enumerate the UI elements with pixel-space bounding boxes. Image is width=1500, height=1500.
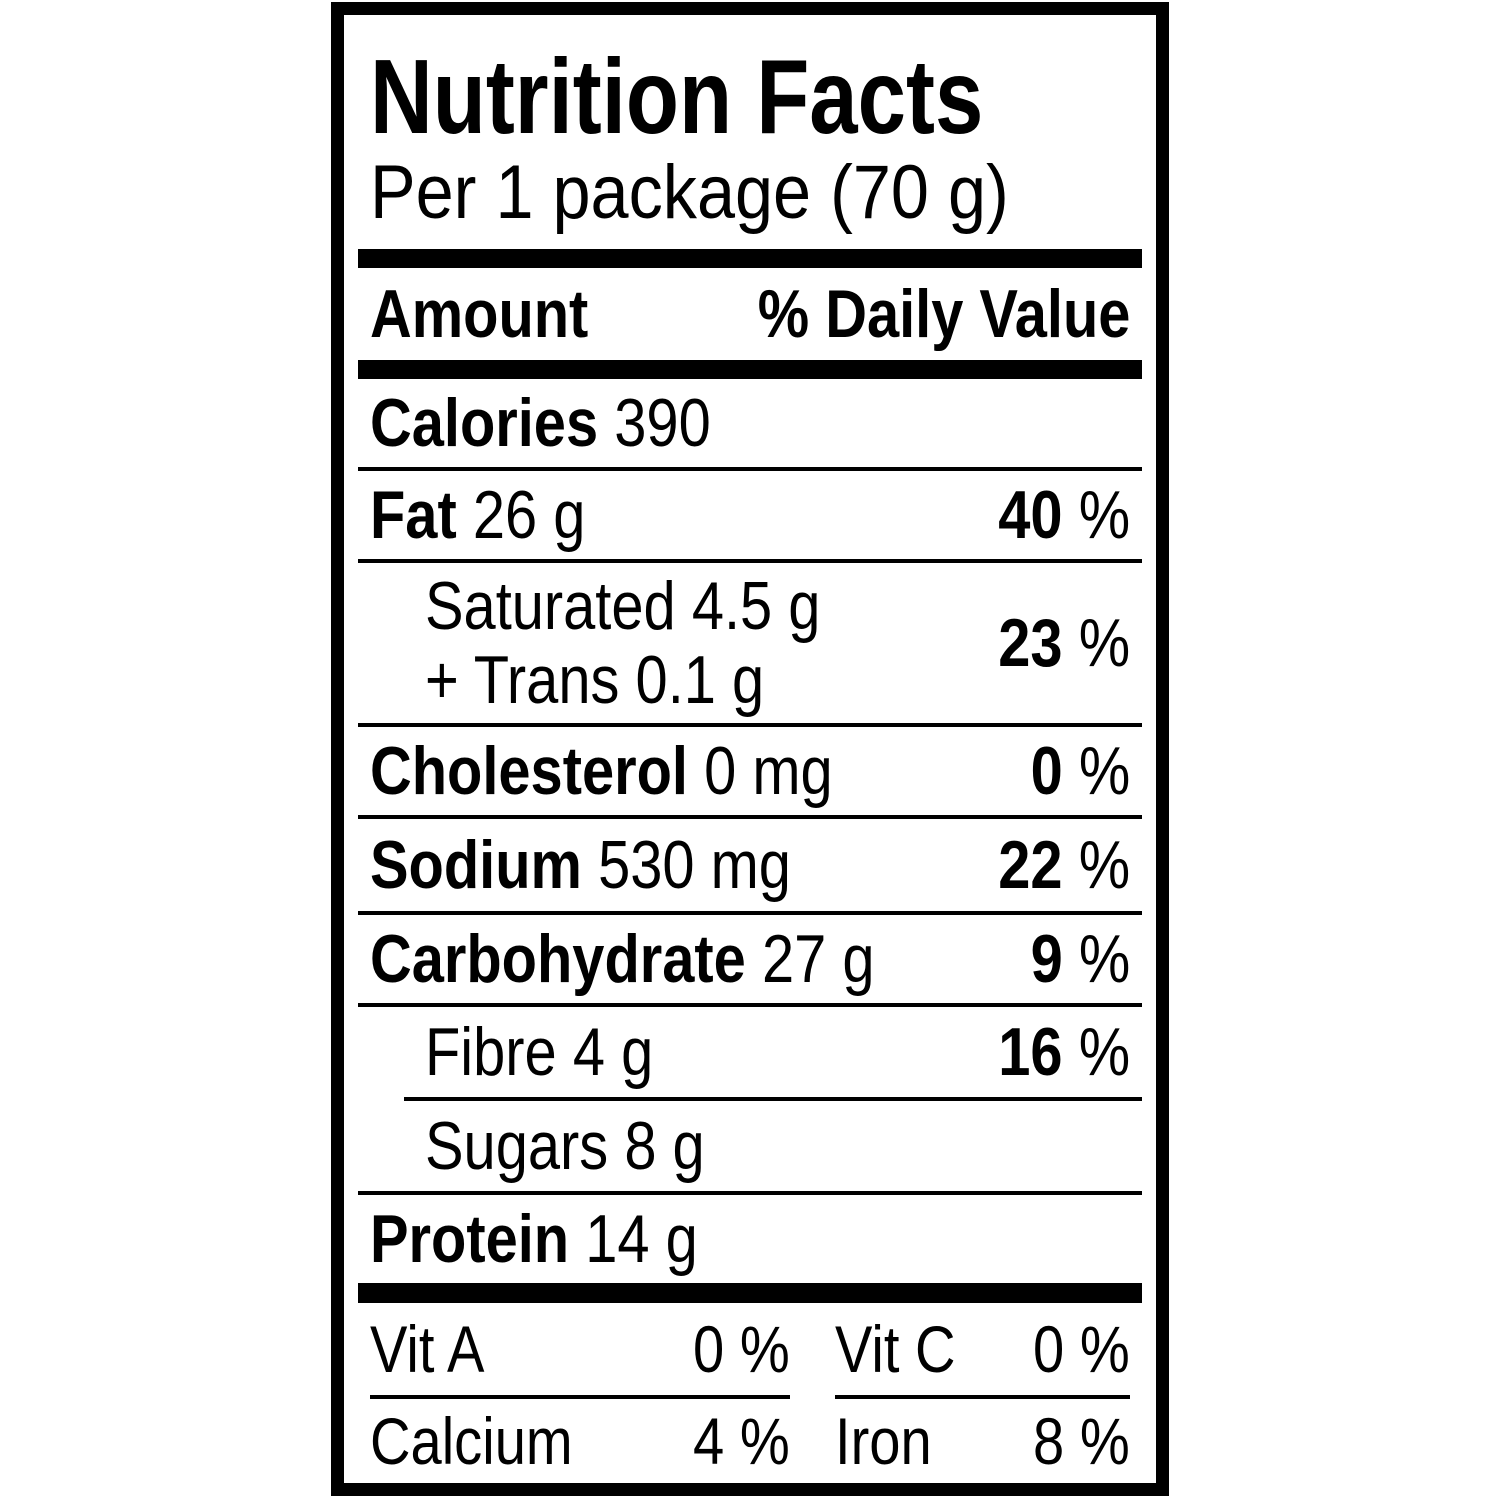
protein-cell (370, 1200, 698, 1278)
iron-value: 8 % (1033, 1404, 1130, 1478)
fibre-dv-number: 16 (998, 1014, 1063, 1090)
serving-size (358, 150, 1142, 235)
serving-size-text: Per 1 package (70 g) (370, 150, 1009, 235)
fat-cell (370, 476, 585, 554)
sodium-row (358, 819, 1142, 911)
sodium-name: Sodium (370, 827, 582, 903)
fat-dv-unit: % (1078, 477, 1130, 553)
vitamin-divider (358, 1395, 1142, 1399)
thick-divider-header (358, 360, 1142, 379)
cholesterol-amount: 0 mg (704, 733, 833, 809)
label-title (358, 38, 1142, 156)
saturated-trans-daily-value (998, 604, 1130, 682)
mineral-row (358, 1399, 1142, 1483)
fat-row (358, 471, 1142, 559)
saturated-line (425, 569, 820, 643)
daily-value-column-header: % Daily Value (757, 276, 1130, 352)
sugars-name: Sugars (425, 1108, 609, 1184)
calories-name: Calories (370, 385, 599, 461)
saturated-amount: 4.5 g (691, 568, 821, 644)
sodium-cell (370, 826, 791, 904)
fat-amount: 26 g (472, 477, 586, 553)
cholesterol-daily-value (1030, 732, 1130, 810)
vit-c-cell (835, 1311, 1130, 1387)
calories-value: 390 (614, 385, 711, 461)
carbohydrate-name: Carbohydrate (370, 921, 746, 997)
fat-dv-number: 40 (998, 477, 1063, 553)
vit-c-value: 0 % (1033, 1312, 1130, 1386)
fibre-row (358, 1007, 1142, 1097)
thick-divider-bottom (358, 1283, 1142, 1303)
saturated-trans-dv-number: 23 (998, 605, 1063, 681)
fibre-daily-value (998, 1013, 1130, 1091)
nutrition-facts-label (331, 2, 1169, 1496)
column-header-row (358, 268, 1142, 360)
calcium-name: Calcium (370, 1404, 573, 1478)
cholesterol-name: Cholesterol (370, 733, 688, 809)
carbohydrate-cell (370, 920, 874, 998)
protein-name: Protein (370, 1201, 570, 1277)
fibre-amount: 4 g (572, 1014, 654, 1090)
calories-cell (370, 384, 711, 462)
sugars-cell (425, 1107, 705, 1185)
cholesterol-dv-unit: % (1078, 733, 1130, 809)
sodium-dv-number: 22 (998, 827, 1063, 903)
fibre-cell (425, 1013, 653, 1091)
calories-row (358, 379, 1142, 467)
calcium-cell (370, 1403, 790, 1479)
trans-name: + Trans (425, 642, 620, 718)
vit-a-cell (370, 1311, 790, 1387)
saturated-name: Saturated (425, 568, 676, 644)
vitamin-divider-left (370, 1395, 790, 1399)
sodium-dv-unit: % (1078, 827, 1130, 903)
vitamin-divider-right (835, 1395, 1130, 1399)
saturated-trans-dv-unit: % (1078, 605, 1130, 681)
vit-c-name: Vit C (835, 1312, 956, 1386)
carbohydrate-dv-number: 9 (1030, 921, 1063, 997)
trans-line (425, 643, 820, 717)
vitamin-row (358, 1303, 1142, 1395)
amount-column-header: Amount (370, 276, 589, 352)
saturated-trans-row (358, 563, 1142, 723)
protein-amount: 14 g (585, 1201, 698, 1277)
iron-name: Iron (835, 1404, 932, 1478)
sugars-row (358, 1101, 1142, 1191)
calcium-value: 4 % (693, 1404, 790, 1478)
cholesterol-dv-number: 0 (1030, 733, 1063, 809)
label-title-text: Nutrition Facts (370, 38, 984, 156)
saturated-trans-cell (425, 569, 820, 717)
vit-a-name: Vit A (370, 1312, 485, 1386)
thick-divider-top (358, 249, 1142, 268)
fat-daily-value (998, 476, 1130, 554)
carbohydrate-row (358, 915, 1142, 1003)
cholesterol-row (358, 727, 1142, 815)
protein-row (358, 1195, 1142, 1283)
vit-a-value: 0 % (693, 1312, 790, 1386)
cholesterol-cell (370, 732, 833, 810)
sodium-amount: 530 mg (598, 827, 791, 903)
fat-name: Fat (370, 477, 457, 553)
carbohydrate-daily-value (1030, 920, 1130, 998)
sodium-daily-value (998, 826, 1130, 904)
iron-cell (835, 1403, 1130, 1479)
carbohydrate-dv-unit: % (1078, 921, 1130, 997)
sugars-amount: 8 g (624, 1108, 705, 1184)
trans-amount: 0.1 g (635, 642, 765, 718)
carbohydrate-amount: 27 g (761, 921, 875, 997)
fibre-dv-unit: % (1078, 1014, 1130, 1090)
fibre-name: Fibre (425, 1014, 557, 1090)
